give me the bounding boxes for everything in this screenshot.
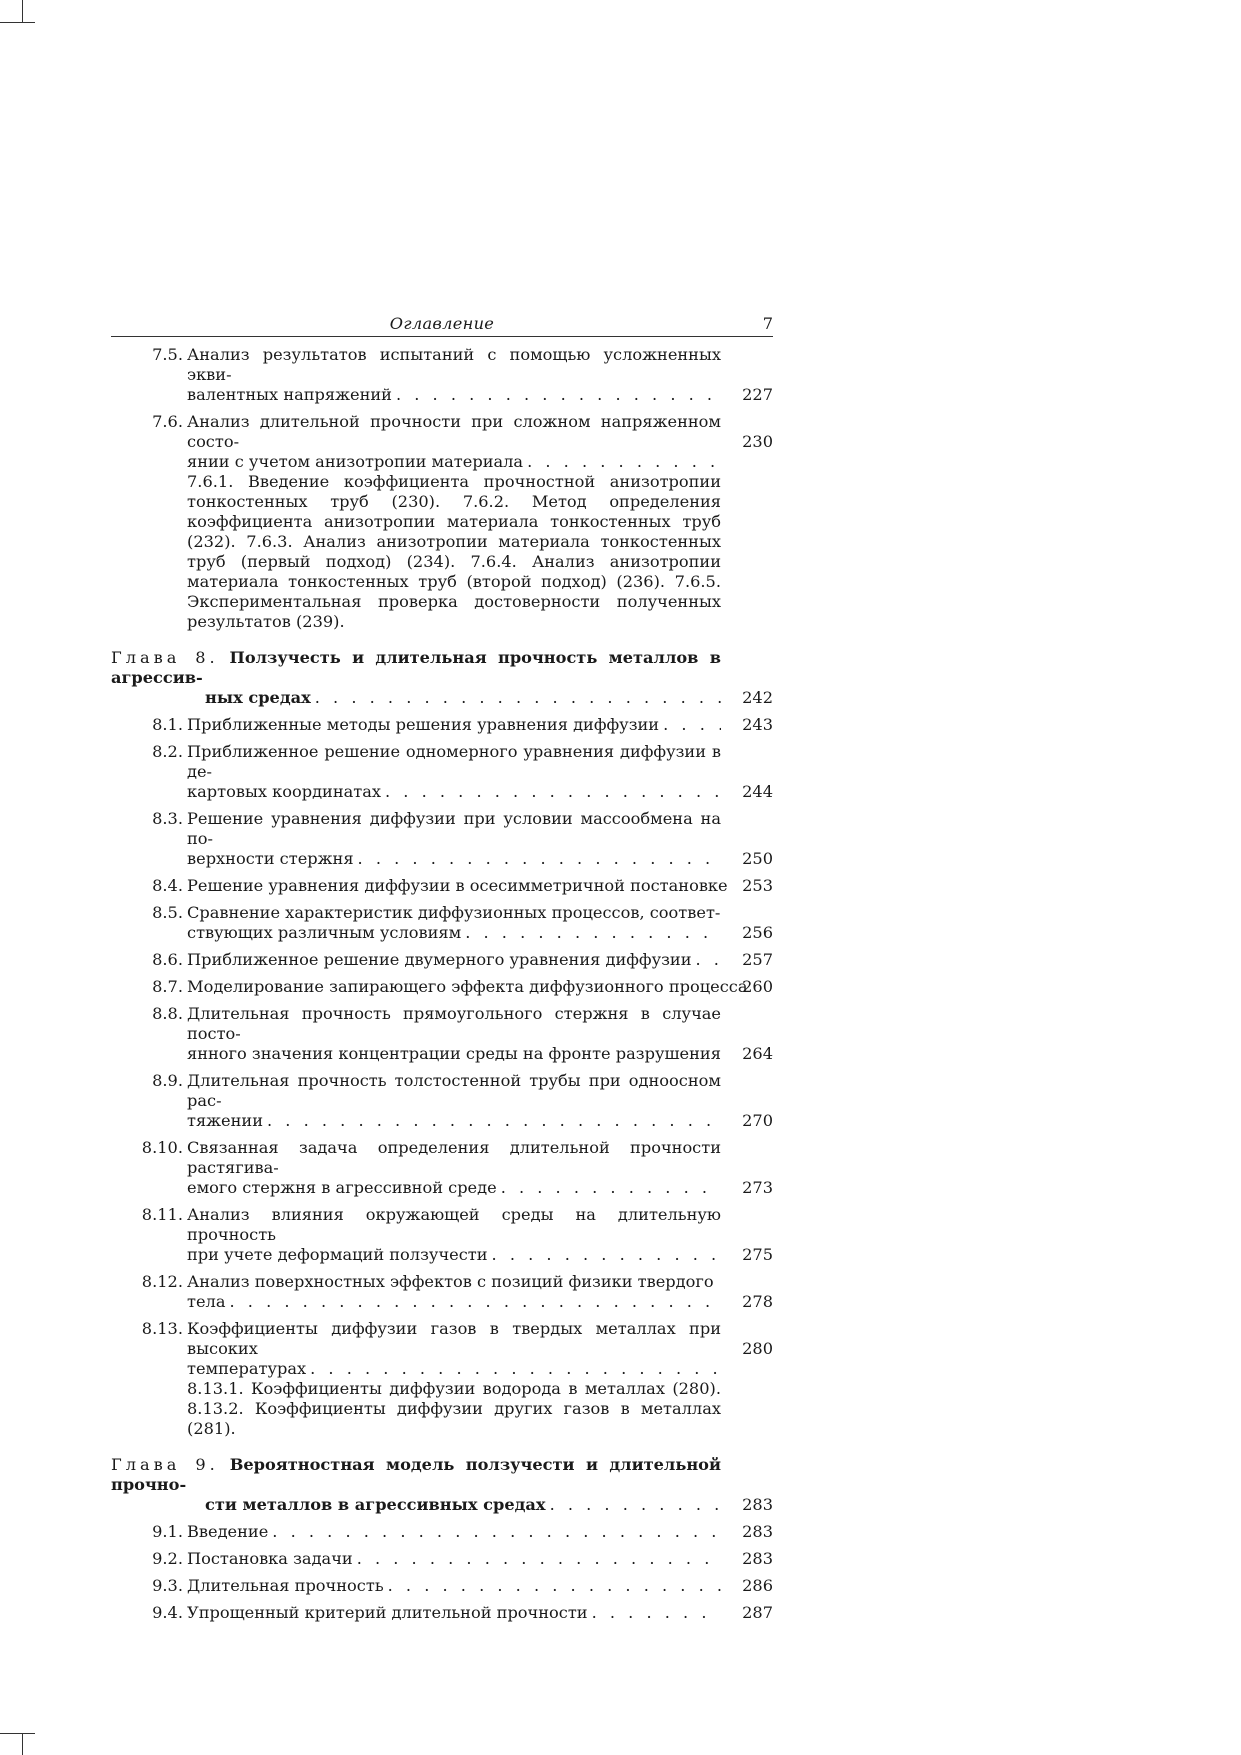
entry-title [187, 1522, 721, 1542]
entry-title-last-line [187, 849, 721, 869]
toc-entry[interactable] [111, 1576, 773, 1596]
entry-title [187, 950, 721, 970]
chapter-label: Глава 8. [111, 648, 219, 667]
entry-title-line: Анализ длительной прочности при сложном напряженном состо- [187, 412, 721, 451]
entry-title [187, 1071, 721, 1131]
entry-title-last-line [187, 1292, 721, 1312]
dot-leader [310, 1359, 721, 1379]
entry-title-text: емого стержня в агрессивной среде [187, 1178, 497, 1197]
chapter-title-last-line [111, 1495, 721, 1515]
entry-title-text: Длительная прочность [187, 1576, 384, 1595]
entry-page: 275 [742, 1245, 773, 1264]
entry-title-text: Решение уравнения диффузии в осесимметричной постановке [187, 876, 728, 895]
entry-page: 270 [742, 1111, 773, 1130]
entry-page: 264 [742, 1044, 773, 1063]
toc-entry[interactable] [111, 742, 773, 802]
entry-title-last-line [187, 1178, 721, 1198]
entry-number: 9.1. [152, 1522, 183, 1541]
entry-page: 227 [742, 385, 773, 404]
dot-leader [550, 1495, 721, 1515]
toc-entry[interactable] [111, 950, 773, 970]
dot-leader [272, 1522, 721, 1542]
entry-title [187, 809, 721, 869]
entry-title-last-line [187, 385, 721, 405]
dot-leader [385, 782, 721, 802]
entry-title-last-line [187, 923, 721, 943]
entry-title [187, 1205, 721, 1265]
entry-title-text: температурах [187, 1359, 307, 1378]
entry-title [187, 1576, 721, 1596]
toc-page [111, 312, 773, 1630]
chapter-title-end: ных средах [205, 688, 311, 707]
entry-number: 8.2. [152, 742, 183, 761]
dot-leader [267, 1111, 721, 1131]
entry-title-last-line [187, 1245, 721, 1265]
entry-title-text: тяжении [187, 1111, 264, 1130]
dot-leader [501, 1178, 721, 1198]
entry-page: 250 [742, 849, 773, 868]
entry-title [187, 903, 721, 943]
entry-page: 256 [742, 923, 773, 942]
chapter-title-line [111, 648, 721, 688]
running-header [111, 312, 773, 337]
entry-number: 9.2. [152, 1549, 183, 1568]
entry-title [187, 412, 721, 472]
subsection-list: 7.6.1. Введение коэффициента прочностной анизотропии тонкостенных труб (230). 7.6.2. Метод определения коэффициента анизотропии материала тонкостенных труб (232). 7.6.3. Анализ анизотропии материала тонкостенных труб (первый подход) (234). 7.6.4. Анализ анизотропии материала тонкостенных труб (второй подход) (236). 7.6.5. Экспериментальная проверка достоверности полученных результатов (239). [187, 472, 721, 631]
entry-title-line: Связанная задача определения длительной прочности растягива- [187, 1138, 721, 1177]
entry-number: 8.10. [141, 1138, 183, 1157]
entry-title-last-line [187, 782, 721, 802]
entry-number: 9.4. [152, 1603, 183, 1622]
entry-title [187, 1004, 721, 1064]
chapter-title-line [111, 1455, 721, 1495]
toc-entry[interactable] [111, 1272, 773, 1312]
toc-entry[interactable] [111, 345, 773, 405]
entry-title [187, 1272, 721, 1312]
header-page-number: 7 [762, 314, 773, 333]
entry-title-text: Приближенное решение двумерного уравнения диффузии [187, 950, 692, 969]
entry-title-last-line [187, 1522, 721, 1542]
entry-title-line: Приближенное решение одномерного уравнения диффузии в де- [187, 742, 721, 781]
crop-mark-top-horizontal [0, 22, 35, 23]
entry-number: 8.5. [152, 903, 183, 922]
entry-title [187, 977, 748, 997]
entry-page: 257 [742, 950, 773, 969]
dot-leader [696, 950, 721, 970]
entry-page: 244 [742, 782, 773, 801]
dot-leader [358, 849, 721, 869]
entry-page: 283 [742, 1522, 773, 1541]
entry-title-last-line [187, 876, 728, 896]
entry-number: 8.12. [141, 1272, 183, 1291]
entry-title-text: Введение [187, 1522, 269, 1541]
entry-title-last-line [187, 1359, 721, 1379]
entry-title-text: картовых координатах [187, 782, 382, 801]
entry-page: 243 [742, 715, 773, 734]
entry-number: 9.3. [152, 1576, 183, 1595]
entry-title [187, 742, 721, 802]
entry-number: 8.11. [141, 1205, 183, 1224]
toc-entry[interactable] [111, 1549, 773, 1569]
toc-entry[interactable] [111, 1071, 773, 1131]
entry-page: 283 [742, 1549, 773, 1568]
entry-title-text: ствующих различным условиям [187, 923, 462, 942]
dot-leader [396, 385, 721, 405]
entry-number: 8.13. [141, 1319, 183, 1338]
entry-title-text: Моделирование запирающего эффекта диффузионного процесса [187, 977, 748, 996]
chapter-page: 242 [742, 688, 773, 707]
toc-entry[interactable] [111, 1319, 773, 1439]
entry-page: 286 [742, 1576, 773, 1595]
entry-title-line: Решение уравнения диффузии при условии массообмена на по- [187, 809, 721, 848]
entry-title-last-line [187, 977, 748, 997]
toc-entry[interactable] [111, 1138, 773, 1198]
dot-leader [492, 1245, 721, 1265]
chapter-page: 283 [742, 1495, 773, 1514]
toc-entry[interactable] [111, 977, 773, 997]
entry-title [187, 1319, 721, 1379]
subsection-list: 8.13.1. Коэффициенты диффузии водорода в металлах (280). 8.13.2. Коэффициенты диффузии других газов в металлах (281). [187, 1379, 721, 1438]
chapter-title: Вероятностная модель ползучести и длительной прочно- [111, 1455, 721, 1494]
toc-entry[interactable] [111, 876, 773, 896]
dot-leader [527, 452, 721, 472]
dot-leader [388, 1576, 721, 1596]
chapter-title-end: сти металлов в агрессивных средах [205, 1495, 546, 1514]
entry-title [187, 1138, 721, 1198]
entry-page: 253 [742, 876, 773, 895]
entry-title-line: Анализ результатов испытаний с помощью усложненных экви- [187, 345, 721, 384]
toc-entry[interactable] [111, 412, 773, 632]
entry-page: 287 [742, 1603, 773, 1622]
crop-mark-top-vertical [22, 0, 23, 22]
entry-title-text: янного значения концентрации среды на фронте разрушения [187, 1044, 721, 1063]
chapter-label: Глава 9. [111, 1455, 219, 1474]
entry-number: 8.3. [152, 809, 183, 828]
entry-number: 8.4. [152, 876, 183, 895]
header-title: Оглавление [389, 314, 495, 333]
entry-title-last-line [187, 1111, 721, 1131]
entry-title [187, 1549, 721, 1569]
toc-entry[interactable] [111, 715, 773, 735]
entry-title-line: Длительная прочность прямоугольного стержня в случае посто- [187, 1004, 721, 1043]
toc-entry[interactable] [111, 1205, 773, 1265]
entry-title-text: валентных напряжений [187, 385, 392, 404]
entry-title-last-line [187, 1576, 721, 1596]
entry-title-text: тела [187, 1292, 226, 1311]
toc-entry[interactable] [111, 809, 773, 869]
entry-title-last-line [187, 1549, 721, 1569]
dot-leader [592, 1603, 721, 1623]
chapter-heading[interactable] [111, 648, 773, 708]
entry-page: 230 [742, 432, 773, 451]
entry-number: 7.5. [152, 345, 183, 364]
entry-number: 8.8. [152, 1004, 183, 1023]
entry-title [187, 876, 728, 896]
entry-title-text: Приближенные методы решения уравнения диффузии [187, 715, 660, 734]
entry-title [187, 715, 721, 735]
entry-title-line: Анализ поверхностных эффектов с позиций физики твердого [187, 1272, 714, 1291]
entry-title-line: Коэффициенты диффузии газов в твердых металлах при высоких [187, 1319, 721, 1358]
dot-leader [465, 923, 721, 943]
entry-title-line: Анализ влияния окружающей среды на длительную прочность [187, 1205, 721, 1244]
entry-title-last-line [187, 1044, 721, 1064]
toc-entry[interactable] [111, 1603, 773, 1623]
crop-mark-bottom-horizontal [0, 1733, 35, 1734]
chapter-title-last-line [111, 688, 721, 708]
toc-entry[interactable] [111, 1522, 773, 1542]
chapter-title: Ползучесть и длительная прочность металлов в агрессив- [111, 648, 721, 687]
entry-title-last-line [187, 715, 721, 735]
dot-leader [357, 1549, 721, 1569]
dot-leader [663, 715, 721, 735]
entry-title-text: янии с учетом анизотропии материала [187, 452, 524, 471]
entry-page: 280 [742, 1339, 773, 1358]
entry-title-last-line [187, 1603, 721, 1623]
toc-entry[interactable] [111, 1004, 773, 1064]
entry-number: 8.7. [152, 977, 183, 996]
toc-entry[interactable] [111, 903, 773, 943]
entry-page: 260 [742, 977, 773, 996]
entry-title [187, 345, 721, 405]
chapter-heading[interactable] [111, 1455, 773, 1515]
entry-title-line: Длительная прочность толстостенной трубы при одноосном рас- [187, 1071, 721, 1110]
entry-title [187, 1603, 721, 1623]
dot-leader [229, 1292, 721, 1312]
entry-title-line: Сравнение характеристик диффузионных процессов, соответ- [187, 903, 721, 922]
entry-number: 7.6. [152, 412, 183, 431]
entry-page: 273 [742, 1178, 773, 1197]
entry-page: 278 [742, 1292, 773, 1311]
entry-number: 8.6. [152, 950, 183, 969]
entry-title-text: Упрощенный критерий длительной прочности [187, 1603, 588, 1622]
crop-mark-bottom-vertical [22, 1733, 23, 1755]
entry-title-last-line [187, 452, 721, 472]
entry-title-text: Постановка задачи [187, 1549, 353, 1568]
entry-title-text: верхности стержня [187, 849, 354, 868]
entry-number: 8.9. [152, 1071, 183, 1090]
toc-list [111, 345, 773, 1623]
entry-title-last-line [187, 950, 721, 970]
entry-number: 8.1. [152, 715, 183, 734]
dot-leader [315, 688, 721, 708]
entry-title-text: при учете деформаций ползучести [187, 1245, 488, 1264]
